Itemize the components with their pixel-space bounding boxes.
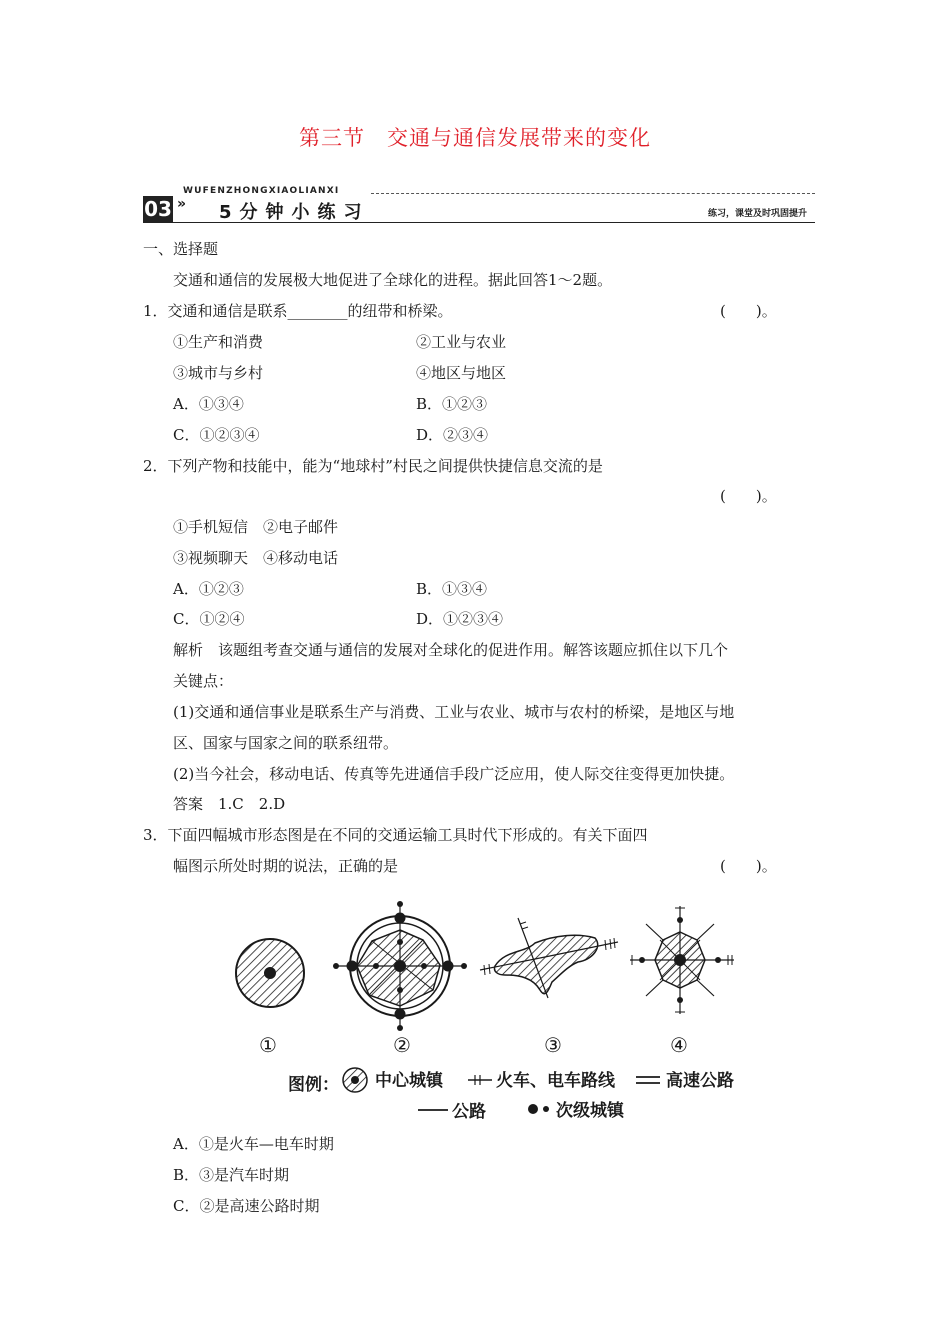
q2-item: ③视频聊天 ④移动电话 bbox=[173, 549, 339, 567]
q3-option-a: A．①是火车—电车时期 bbox=[173, 1135, 334, 1153]
q1-option-d: D．②③④ bbox=[416, 426, 489, 444]
section-number-badge: 03 bbox=[144, 197, 172, 221]
city-diagram-3 bbox=[480, 918, 618, 998]
city-diagram-1 bbox=[236, 939, 304, 1007]
q2-stem: 2．下列产物和技能中，能为“地球村”村民之间提供快捷信息交流的是 bbox=[143, 457, 603, 475]
q2-option-d: D．①②③④ bbox=[416, 610, 504, 628]
analysis-text: 关键点： bbox=[173, 672, 234, 690]
q2-option-a: A．①②③ bbox=[173, 580, 244, 598]
q3-answer-blank: ( )。 bbox=[720, 857, 777, 875]
q1-item: ④地区与地区 bbox=[416, 364, 507, 382]
page-title: 第三节 交通与通信发展带来的变化 bbox=[299, 126, 651, 150]
q2-item: ①手机短信 ②电子邮件 bbox=[173, 518, 339, 536]
q1-option-c: C．①②③④ bbox=[173, 426, 260, 444]
q2-answer-blank: ( )。 bbox=[720, 487, 777, 505]
city-diagram-4 bbox=[630, 906, 734, 1014]
q3-stem: 3．下面四幅城市形态图是在不同的交通运输工具时代下形成的。有关下面四 bbox=[143, 826, 648, 844]
q1-item: ②工业与农业 bbox=[416, 333, 507, 351]
expressway-symbol bbox=[636, 1077, 660, 1083]
banner-subtitle: 练习，课堂及时巩固提升 bbox=[707, 209, 807, 219]
figure-label-1: ① bbox=[259, 1033, 277, 1057]
q1-item: ③城市与乡村 bbox=[173, 364, 264, 382]
figure-legend bbox=[288, 1068, 734, 1122]
figure-label-4: ④ bbox=[670, 1033, 688, 1057]
q3-stem: 幅图示所处时期的说法，正确的是 bbox=[173, 857, 399, 875]
q2-option-c: C．①②④ bbox=[173, 610, 245, 628]
banner-pinyin: WUFENZHONGXIAOLIANXI bbox=[183, 186, 340, 196]
secondary-town-symbol bbox=[528, 1104, 549, 1114]
analysis-point: (1)交通和通信事业是联系生产与消费、工业与农业、城市与农村的桥梁，是地区与地 bbox=[173, 703, 735, 721]
q3-option-b: B．③是汽车时期 bbox=[173, 1166, 290, 1184]
city-diagram-2 bbox=[333, 901, 467, 1031]
figure-label-3: ③ bbox=[544, 1033, 562, 1057]
legend-road: 公路 bbox=[452, 1102, 486, 1122]
q2-option-b: B．①③④ bbox=[416, 580, 488, 598]
legend-secondary-town: 次级城镇 bbox=[556, 1101, 624, 1121]
legend-title: 图例： bbox=[288, 1075, 339, 1095]
city-form-figure bbox=[226, 900, 756, 1128]
analysis-point: (2)当今社会，移动电话、传真等先进通信手段广泛应用，使人际交往变得更加快捷。 bbox=[173, 765, 735, 783]
q1-option-b: B．①②③ bbox=[416, 395, 488, 413]
q1-stem: 1．交通和通信是联系________的纽带和桥梁。 bbox=[143, 302, 453, 320]
q1-item: ①生产和消费 bbox=[173, 333, 264, 351]
answer-text: 答案 1.C 2.D bbox=[173, 795, 286, 813]
analysis-point: 区、国家与国家之间的联系纽带。 bbox=[173, 734, 399, 752]
center-town-symbol bbox=[343, 1068, 367, 1092]
intro-text: 交通和通信的发展极大地促进了全球化的进程。据此回答1～2题。 bbox=[173, 271, 613, 289]
banner-dashed-line bbox=[371, 193, 815, 194]
legend-expressway: 高速公路 bbox=[666, 1071, 734, 1091]
figure-label-2: ② bbox=[393, 1033, 411, 1057]
double-chevron-icon: » bbox=[177, 196, 187, 212]
banner-section-title: 5分钟小练习 bbox=[219, 202, 370, 223]
legend-rail: 火车、电车路线 bbox=[496, 1071, 615, 1091]
rail-line-symbol bbox=[468, 1075, 492, 1085]
legend-center-town: 中心城镇 bbox=[375, 1071, 443, 1091]
q3-option-c: C．②是高速公路时期 bbox=[173, 1197, 320, 1215]
q1-option-a: A．①③④ bbox=[173, 395, 244, 413]
section-banner bbox=[143, 184, 815, 226]
analysis-text: 解析 该题组考查交通与通信的发展对全球化的促进作用。解答该题应抓住以下几个 bbox=[173, 641, 729, 659]
banner-rule bbox=[143, 222, 815, 223]
section-heading: 一、选择题 bbox=[143, 240, 219, 258]
q1-answer-blank: ( )。 bbox=[720, 302, 777, 320]
